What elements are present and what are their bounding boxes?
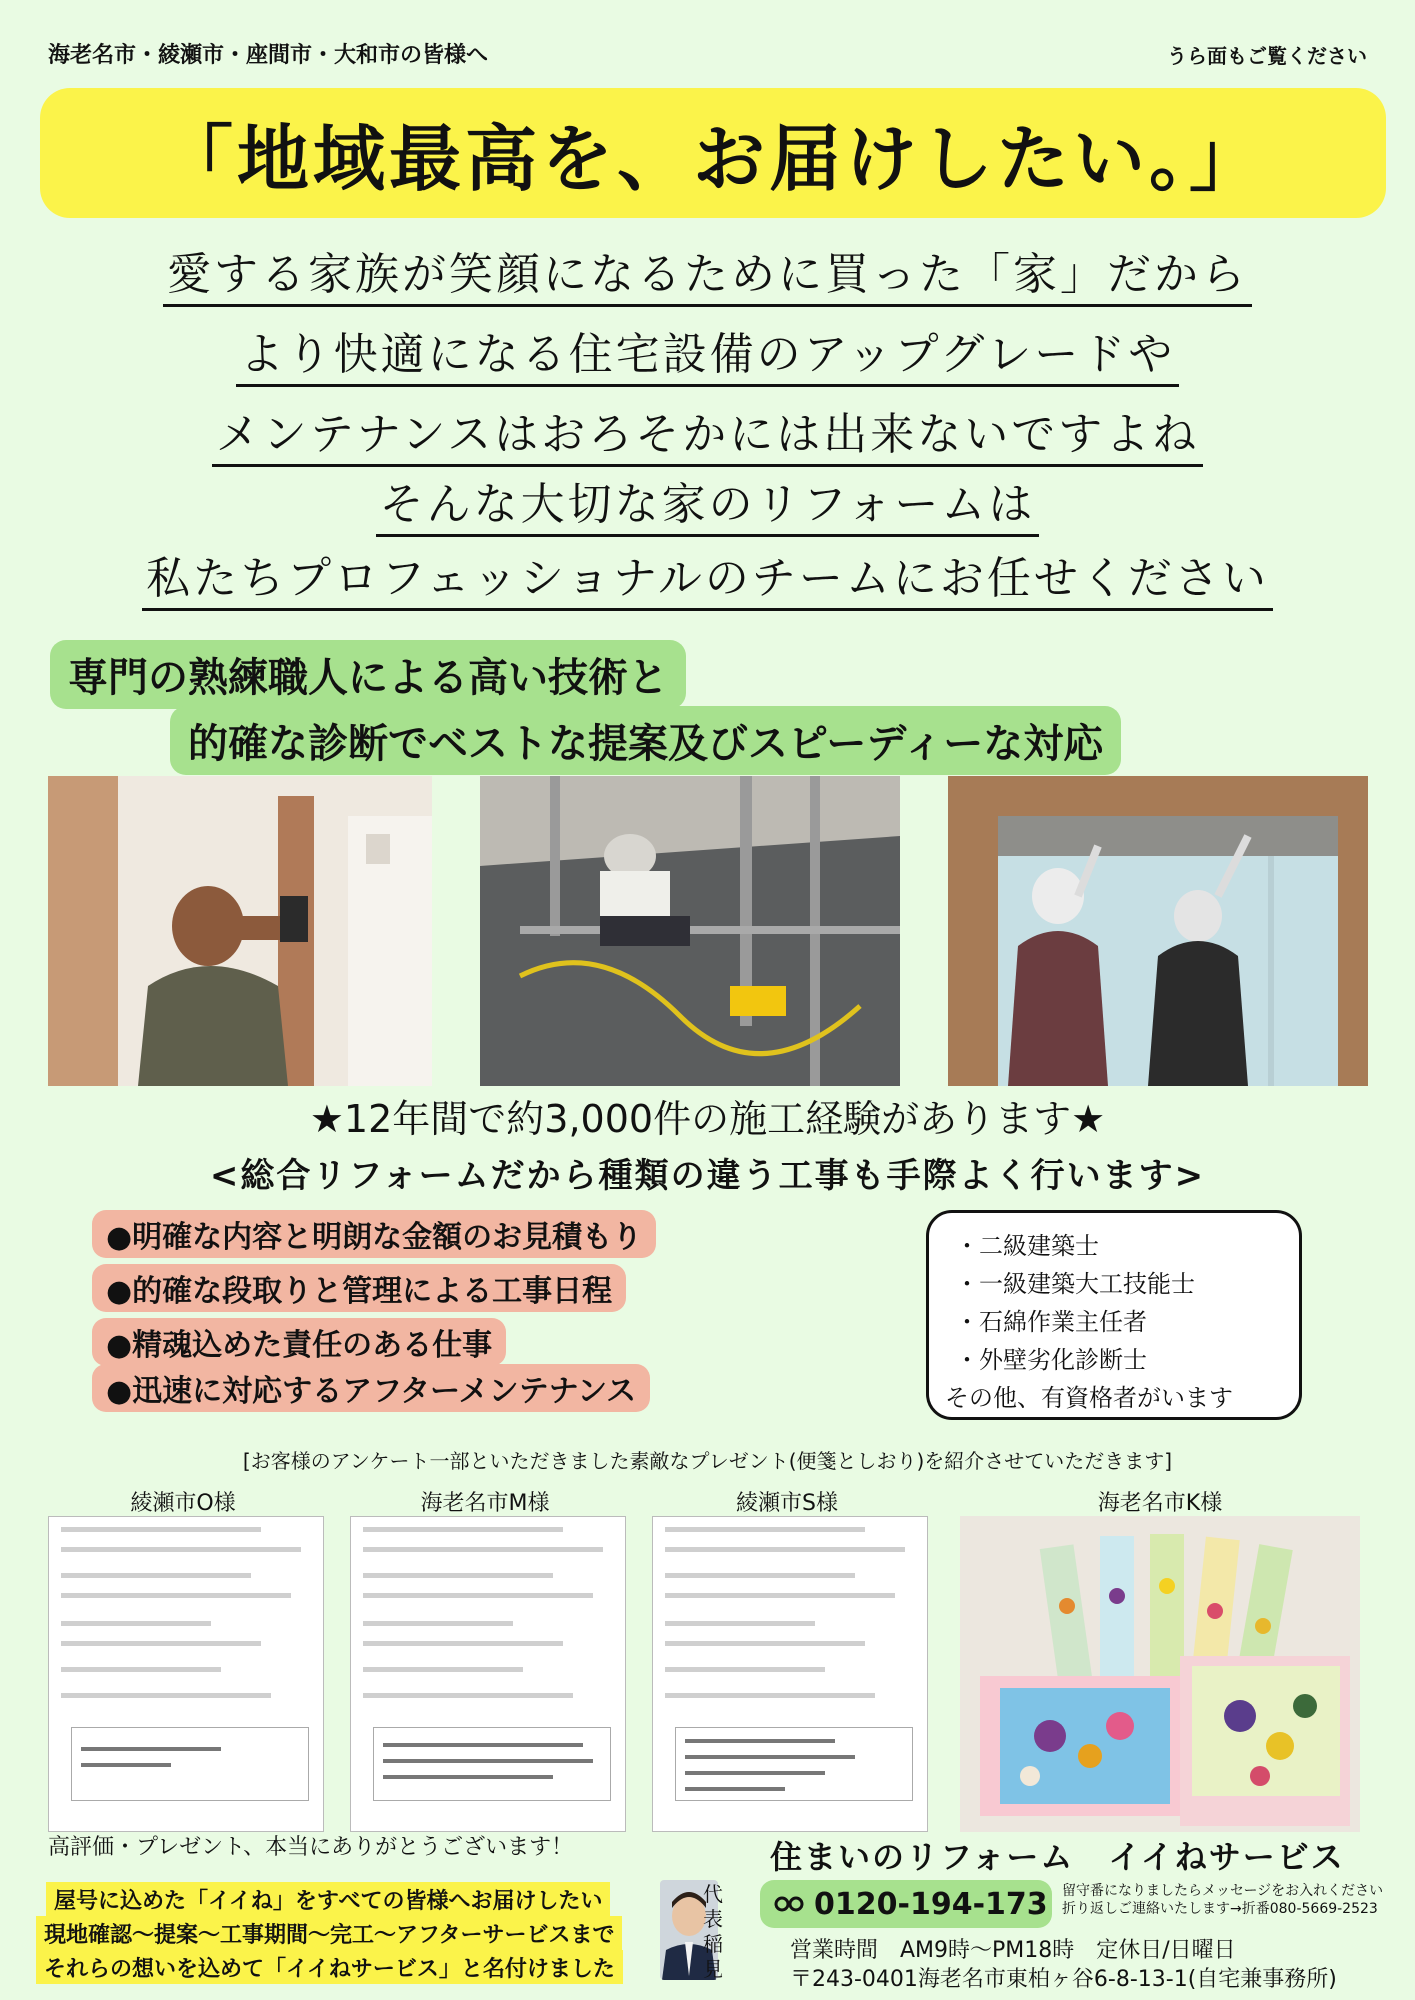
photo-door-install	[48, 776, 432, 1086]
representative-label: 代表稲見	[703, 1882, 723, 1981]
thanks-text: 高評価・プレゼント、本当にありがとうございます！	[48, 1835, 574, 1860]
photo-roof-work	[480, 776, 900, 1086]
point-after-maintenance: ●迅速に対応するアフターメンテナンス	[92, 1364, 650, 1412]
phone-number-button[interactable]	[760, 1880, 1052, 1928]
survey-sheet-1	[48, 1516, 324, 1832]
headline-text: 「地域最高を、お届けしたい。」	[160, 117, 1265, 201]
business-hours: 営業時間 AM9時〜PM18時 定休日/日曜日	[790, 1938, 1236, 1963]
free-dial-icon	[774, 1887, 804, 1922]
strength-line-1: 専門の熟練職人による高い技術と	[50, 640, 686, 709]
point-schedule: ●的確な段取りと管理による工事日程	[92, 1264, 626, 1312]
point-responsibility: ●精魂込めた責任のある仕事	[92, 1318, 506, 1366]
company-address: 〒243-0401海老名市東柏ヶ谷6-8-13-1(自宅兼事務所)	[790, 1967, 1337, 1992]
survey-caption-4: 海老名市K様	[1097, 1491, 1223, 1516]
qualification-item: ・一級建築大工技能士	[955, 1270, 1195, 1298]
lead-line-3: メンテナンスはおろそかには出来ないですよね	[0, 398, 1415, 462]
see-back-note: うら面もご覧ください	[1167, 44, 1367, 68]
qualification-item: ・二級建築士	[955, 1232, 1099, 1260]
survey-sheet-2	[350, 1516, 626, 1832]
survey-sheet-3	[652, 1516, 928, 1832]
survey-caption-1: 綾瀬市O様	[130, 1491, 236, 1516]
point-estimate: ●明確な内容と明朗な金額のお見積もり	[92, 1210, 656, 1258]
lead-line-1: 愛する家族が笑顔になるために買った「家」だから	[0, 238, 1415, 302]
story-line-3: それらの想いを込めて「イイねサービス」と名付けました	[36, 1950, 623, 1984]
qualifications-box	[926, 1210, 1302, 1420]
qualification-item: ・外壁劣化診断士	[955, 1346, 1147, 1374]
experience-line-2: <総合リフォームだから種類の違う工事も手際よく行います>	[209, 1156, 1206, 1196]
greeting-text: 海老名市・綾瀬市・座間市・大和市の皆様へ	[48, 43, 489, 68]
company-name: 住まいのリフォーム イイねサービス	[770, 1838, 1345, 1876]
headline-banner	[40, 88, 1386, 218]
qualification-note: その他、有資格者がいます	[945, 1384, 1233, 1412]
lead-line-5: 私たちプロフェッショナルのチームにお任せください	[0, 542, 1415, 606]
experience-line-1: ★12年間で約3,000件の施工経験があります★	[309, 1097, 1106, 1141]
phone-number: 0120-194-173	[814, 1886, 1048, 1922]
lead-line-4: そんな大切な家のリフォームは	[0, 468, 1415, 532]
story-line-2: 現地確認〜提案〜工事期間〜完工〜アフターサービスまで	[36, 1916, 622, 1950]
survey-caption-2: 海老名市M様	[420, 1491, 550, 1516]
survey-caption-3: 綾瀬市S様	[736, 1491, 838, 1516]
qualification-item: ・石綿作業主任者	[955, 1308, 1147, 1336]
story-line-1: 屋号に込めた「イイね」をすべての皆様へお届けしたい	[46, 1882, 610, 1916]
photo-ceiling-removal	[948, 776, 1368, 1086]
business-info	[790, 1936, 1337, 1994]
lead-line-2: より快適になる住宅設備のアップグレードや	[0, 318, 1415, 382]
survey-section-title: [お客様のアンケート一部といただきました素敵なプレゼント(便箋としおり)を紹介させていただきます]	[242, 1449, 1173, 1473]
pressed-flower-gift-photo	[960, 1516, 1360, 1832]
strength-line-2: 的確な診断でベストな提案及びスピーディーな対応	[170, 706, 1121, 775]
voicemail-note: 留守番になりましたらメッセージをお入れください 折り返しご連絡いたします→折番080-5669-2523	[1062, 1883, 1384, 1917]
